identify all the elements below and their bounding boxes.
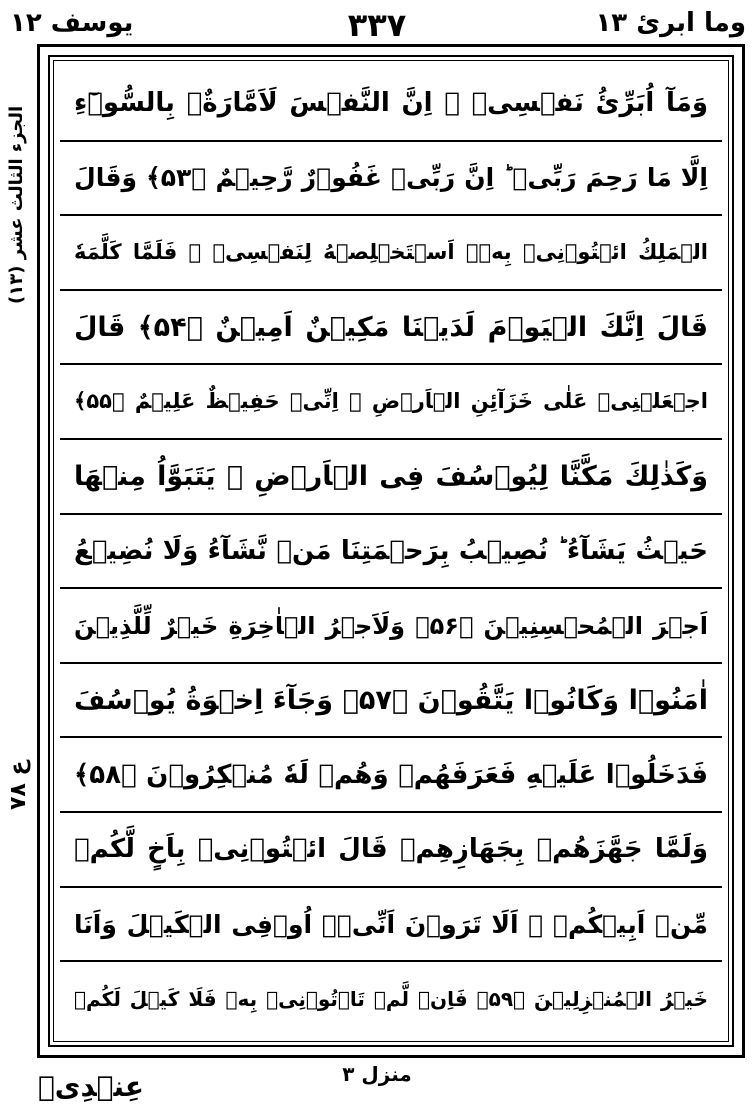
- page-border-inner: [48, 55, 734, 1047]
- text-line: [60, 365, 722, 440]
- line-text: اَجۡرَ الۡمُحۡسِنِيۡنَ ﴿۵۶﴾ وَلَاَجۡرُ الۡاٰخِرَةِ خَيۡرٌ لِّلَّذِيۡنَ: [74, 611, 708, 640]
- line-text: خَيۡرُ الۡمُنۡزِلِيۡنَ ﴿۵۹﴾ فَاِنۡ لَّمۡ تَاۡتُوۡنِىۡ بِهٖ فَلَا كَيۡلَ لَكُمۡ: [74, 986, 708, 1011]
- line-text: اجۡعَلۡنِىۡ عَلٰى خَزَآئِنِ الۡاَرۡضِ ۚ اِنِّىۡ حَفِيۡظٌ عَلِيۡمٌ ﴿۵۵﴾: [74, 389, 708, 414]
- text-line: [60, 440, 722, 515]
- page-header: [0, 0, 754, 48]
- text-line: [60, 142, 722, 217]
- line-text: قَالَ اِنَّكَ الۡيَوۡمَ لَدَيۡنَا مَكِيۡنٌ اَمِيۡنٌ ﴿۵۴﴾ قَالَ: [74, 311, 708, 343]
- text-line: [60, 67, 722, 142]
- juz-margin-label: الجزء الثالث عشر (١٣): [6, 105, 27, 305]
- manzil-label: منزل ۳: [342, 1062, 412, 1086]
- line-text: اِلَّا مَا رَحِمَ رَبِّىۡ ؕ اِنَّ رَبِّىۡ غَفُوۡرٌ رَّحِيۡمٌ ﴿۵۳﴾ وَقَالَ: [74, 163, 708, 193]
- line-text: الۡمَلِكُ ائۡتُوۡنِىۡ بِهٖۤ اَسۡتَخۡلِصۡهُ لِنَفۡسِىۡ ۚ فَلَمَّا كَلَّمَهٗ: [74, 240, 708, 265]
- text-line: [60, 515, 722, 590]
- text-line: [60, 888, 722, 963]
- text-line: [60, 589, 722, 664]
- text-line: [60, 962, 722, 1035]
- page-border-outer: [37, 44, 745, 1058]
- page-number: ۳۳۷: [347, 6, 407, 44]
- catchword: عِنۡدِىۡ: [38, 1070, 144, 1103]
- text-line: [60, 813, 722, 888]
- line-text: فَدَخَلُوۡا عَلَيۡهِ فَعَرَفَهُمۡ وَهُمۡ لَهٗ مُنۡكِرُوۡنَ ﴿۵۸﴾: [74, 759, 708, 790]
- line-text: وَكَذٰلِكَ مَكَّنَّا لِيُوۡسُفَ فِى الۡاَرۡضِ ۚ يَتَبَوَّاُ مِنۡهَا: [74, 460, 708, 492]
- text-lines: [60, 67, 722, 1035]
- text-line: [60, 291, 722, 366]
- line-text: مِّنۡ اَبِيۡكُمۡ ۚ اَلَا تَرَوۡنَ اَنِّىۡۤ اُوۡفِى الۡكَيۡلَ وَاَنَا: [74, 909, 708, 939]
- header-surah-name: یوسف ۱۲: [10, 8, 134, 38]
- line-text: حَيۡثُ يَشَآءُ ؕ نُصِيۡبُ بِرَحۡمَتِنَا مَنۡ نَّشَآءُ وَلَا نُضِيۡعُ: [74, 535, 708, 566]
- text-line: [60, 664, 722, 739]
- line-text: وَمَآ اُبَرِّئُ نَفۡسِىۡ ۚ اِنَّ النَّفۡسَ لَاَمَّارَةٌۢ بِالسُّوۡٓءِ: [74, 88, 708, 119]
- ruku-margin-mark: ۷۸ ع: [6, 760, 31, 810]
- header-para-name: وما ابرئ ۱۳: [595, 8, 746, 38]
- text-line: [60, 738, 722, 813]
- text-line: [60, 216, 722, 291]
- line-text: اٰمَنُوۡا وَكَانُوۡا يَتَّقُوۡنَ ﴿۵۷﴾ وَجَآءَ اِخۡوَةُ يُوۡسُفَ: [74, 684, 708, 716]
- line-text: وَلَمَّا جَهَّزَهُمۡ بِجَهَازِهِمۡ قَالَ ائۡتُوۡنِىۡ بِاَخٍ لَّكُمۡ: [74, 834, 708, 865]
